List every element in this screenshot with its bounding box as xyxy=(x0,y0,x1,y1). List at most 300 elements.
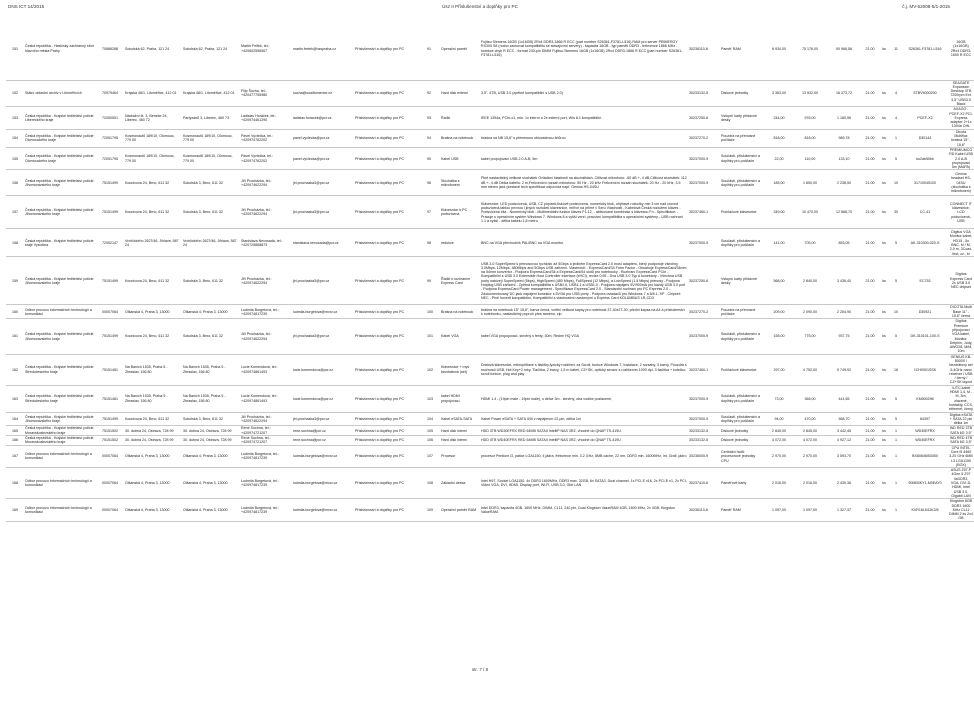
item-name: Brašna na notebook xyxy=(440,129,480,147)
table-row xyxy=(6,445,974,467)
part-number: DK-310101-100-S xyxy=(902,319,948,354)
table-row xyxy=(6,305,974,319)
vat-rate: 21.00 xyxy=(862,305,878,319)
item-name: Kabel USB xyxy=(440,147,480,169)
unit: ks xyxy=(878,412,890,426)
delivery-address: Kosmonautů 189/10, Olomouc, 779 00 xyxy=(182,147,240,169)
part-number: WD30EFRX xyxy=(902,426,948,436)
product-group: Paměť RAM xyxy=(720,499,764,521)
total-price: 818,00 xyxy=(794,129,826,147)
email: pavel.vyvlecka@pcr.cz xyxy=(292,129,354,147)
table-row xyxy=(6,354,974,385)
position-number: 94 xyxy=(426,129,440,147)
total-price: 2 090,00 xyxy=(794,305,826,319)
unit: ks xyxy=(878,499,890,521)
specification: Drátová klávesnice, mikropřítlavé s tlačítky,fyzický rozšíření za Scroll, funkce Windows 7, Instalace, 2 rozsahy, 3 barvy, Pouzdra s možností USB, Hot Key+2 roky. Tlačítka, 2 barvy, 1,5 m kabel, CZ+SK, optický senzor s rozlišením 1000 dpi, 3 tlačítka + kolečko, scroll funkce, plug and play xyxy=(480,354,688,385)
cpv-code: 30237270-2 xyxy=(688,129,720,147)
offered-product: 16GB (1x16GB) 2Rx4 DDR3-1600 R ECC xyxy=(948,18,974,80)
item-name: Řadič s rozhraním Express Card xyxy=(440,257,480,305)
ico-number: 75151481 xyxy=(96,354,124,385)
offered-product: GENIUS KB-8000X / bezdrátový set 5.4GHz nano receiver / USB / černý / CZ+SK layout xyxy=(949,354,973,385)
organization: Česká republika - Krajské ředitelství policie Jihomoravského kraje xyxy=(24,196,96,229)
organization: Česká republika - Krajské ředitelství policie Libereckého kraje xyxy=(24,107,96,129)
unit: ks xyxy=(878,257,890,305)
contact-person: Jiří Procházka, tel.: +420974622294 xyxy=(240,319,292,354)
product-group: Součásti, příslušenství a doplňky pro počítače xyxy=(720,170,764,196)
part-number: S26361-F3781-L516 xyxy=(902,18,948,80)
position-number: 96 xyxy=(426,170,440,196)
product-group: Diskové jednotky xyxy=(720,426,764,436)
offered-product: AXAGO - PCEF-X2 PCI-Express adapter 2+1x 1394a OHL xyxy=(949,107,973,129)
unit-price: 6 934,00 xyxy=(764,18,794,80)
ico-number: 70886288 xyxy=(96,18,124,80)
offered-product: PREMIUMCORD Kabel USB 2.0 A-B propojovací 5m (MAPA) xyxy=(949,147,973,170)
unit: ks xyxy=(878,305,890,319)
total-price: 976,00 xyxy=(794,107,826,129)
organization: Česká republika - Hasičský záchranný sbor hlavního města Prahy xyxy=(24,18,96,80)
category: Příslušenství a doplňky pro PC xyxy=(354,468,426,499)
contact-person: Filip Šucha, tel.: +420477755980 xyxy=(240,80,292,107)
ico-number: 72050501 xyxy=(96,107,124,129)
quantity: 5 xyxy=(890,385,902,412)
item-name: Klávesnice + myš bezdrátová (set) xyxy=(440,354,480,385)
part-number: STBV4000200 xyxy=(902,80,948,107)
ico-number: 75151499 xyxy=(96,319,124,354)
item-name: Procesor xyxy=(440,445,480,467)
contact-person: Jiří Procházka, tel.: +420974622294 xyxy=(240,257,292,305)
delivery-address: Olšanská 4, Praha 3, 13000 xyxy=(182,499,240,521)
ico-number: 72051795 xyxy=(96,147,124,169)
ico-number: 72051795 xyxy=(96,129,124,147)
specification: brašna na notebook 15" 15,6", barva černá, vnitřní velikost kapsy pro notebook 37-40x27-30, přední kapsa na A4 a příslušenství k notebooku, nastavitelný popruh přes rameno, zip xyxy=(480,305,688,319)
product-group: Pouzdra na přenosné počítače xyxy=(720,129,764,147)
part-number: 84397 xyxy=(902,412,948,426)
quantity: 4 xyxy=(890,107,902,129)
unit: ks xyxy=(878,445,890,467)
item-name: Hard disk interní xyxy=(440,426,480,436)
organization: Česká republika - Krajské ředitelství policie Jihomoravského kraje xyxy=(24,412,96,426)
item-name: Základní deska xyxy=(440,468,480,499)
category: Příslušenství a doplňky pro PC xyxy=(354,319,426,354)
category: Příslušenství a doplňky pro PC xyxy=(354,107,426,129)
vat-rate: 21.00 xyxy=(862,80,878,107)
item-name: Sluchátka s mikrofonem xyxy=(440,170,480,196)
delivery-address: 30. dubna 24, Ostrava, 728 99 xyxy=(182,436,240,446)
category: Příslušenství a doplňky pro PC xyxy=(354,445,426,467)
contact-person: Ladislav Horáček, tel.: +420974461290 xyxy=(240,107,292,129)
offered-product: CPU INTEL Core i5 4460 3.20 GHz 6MB L3 LGA1150 (BOX) xyxy=(949,445,973,467)
cpv-code: 30237000-9 xyxy=(688,229,720,257)
organization: Odbor provozu informačních technologií a komunikací xyxy=(24,468,96,499)
unit: ks xyxy=(878,354,890,385)
product-group: Diskové jednotky xyxy=(720,80,764,107)
organization: Česká republika - Krajské ředitelství policie Jihomoravského kraje xyxy=(24,257,96,305)
unit-price: 568,00 xyxy=(764,257,794,305)
address: Vrchlického 2627/46, Jihlava, 587 24 xyxy=(124,229,182,257)
quantity: 5 xyxy=(890,412,902,426)
table-row xyxy=(6,129,974,147)
organization: Česká republika - Krajské ředitelství policie Středočeského kraje xyxy=(24,385,96,412)
address: Kounicova 24, Brno, 611 32 xyxy=(124,170,182,196)
quantity: 1 xyxy=(890,468,902,499)
email: ludmila.burgetova@mvcr.cz xyxy=(292,468,354,499)
row-number: 167 xyxy=(6,445,24,467)
unit: ks xyxy=(878,170,890,196)
row-number: 162 xyxy=(6,354,24,385)
category: Příslušenství a doplňky pro PC xyxy=(354,499,426,521)
part-number: D30144 xyxy=(902,129,948,147)
part-number: WD40EFRX xyxy=(902,436,948,446)
delivery-address: Olšanská 4, Praha 3, 13000 xyxy=(182,445,240,467)
total-with-vat: 1 327,37 xyxy=(826,499,862,521)
organization: Česká republika - Krajské ředitelství policie kraje Vysočina xyxy=(24,229,96,257)
total-with-vat: 937,75 xyxy=(826,319,862,354)
address: Krajská 48/1, Litoměřice, 412 01 xyxy=(124,80,182,107)
vat-rate: 21.00 xyxy=(862,319,878,354)
product-group: Pouzdra na přenosné počítače xyxy=(720,305,764,319)
contact-person: Jiří Procházka, tel.: +420974622294 xyxy=(240,170,292,196)
specification: Klávesnice, LED podsvícená, USB, CZ popisek,tiskově podsvícená, numerický blok, ohýbavé rozložky min 3 cm nad croved podsvícená,tablou pevnou i jiných rozložek klávesnice, mířívé na přímé v Seru Vlastnosti - Kabelová Česká rozložení kláves - Podsvícená čitá - Numerický blok - Multimediální funkce kláves F1-12, - aktivované kombinací s klávesou Fn - Specifikace: - Pracuje s operačním systém Windows 7, Windows 8 a vyšší verzí, pracovní kompatibilita s operačními systémy - USB rozhraní 1.1 a vyšší - délka kabelu 1,8 metru xyxy=(480,196,688,229)
specification: HDD 4TB WD40EFRX RED 64MB SATAII IntelliP NAS 3RZ, vhodné do QNAP TS-419U xyxy=(480,436,688,446)
specification: USB 3.0 SuperSpeed s přenosovou rychlostí až 5Gbps a jediném ExpressCard 2.0 musí adaptéru, který podporuje všechny 3.0Mbps, 12Mbps, 480Mbps and 5Gbps USB zařízení. Vlastnosti: - ExpressCard/34 Form Factor - Obsahuje ExpressCard/34mm na 54mm konvertor - Podpora ExpressCard/34 a ExpressCard/54 slotů pro notebooky - Rozhraní ExpressCard PCIe - Kompatibilní s USB 3.0 Extensible Host Controller Interface (xHCI), revize 0.95 - Dva USB 3.0 Typ A konektory - Všechna USB porty nabízejí SuperSpeed (5bps), HighSpeed (480 Mbps), FullSpeed (12 Mbps), a LowSpeed (1.5 Mbps) přenosy - Podpora Hotplug USB zařízení - Zpětná kompatibilita s USB2.0, USB1.1 a USB1.0 - Podpora napájení 5V/900mA pro každý USB 3.0 port - Podpora ExpressCard Power management - Specifikace ExpressCard 2.0 - Standardní rozhraní pro PC Express 2.0 - Zdokumentovaný DC jack napájení konektor s 5V/3A pro USB porty - Podpora ovladačů pro Windows 7 a 8/8.1, XP - Chipset: NEC - Plně hoverit kompatibilní, Kompatibilní s vlastnostmi uvedenými u Express Card KOLUMBUS LR-CD3 xyxy=(480,257,688,305)
product-group: Součásti, příslušenství a doplňky pro počítače xyxy=(720,385,764,412)
category: Příslušenství a doplňky pro PC xyxy=(354,80,426,107)
item-name: Operační paměť xyxy=(440,18,480,80)
total-price: 75 176,00 xyxy=(794,18,826,80)
organization: Státní oblastní archiv v Litoměřicích xyxy=(24,80,96,107)
total-with-vat: 4 927,12 xyxy=(826,436,862,446)
delivery-address: Na Baních 1535, Praha 5 - Zbraslav, 156 80 xyxy=(182,385,240,412)
quantity: 1 xyxy=(890,499,902,521)
unit-price: 185,00 xyxy=(764,170,794,196)
row-number: 154 xyxy=(6,129,24,147)
vat-rate: 21.00 xyxy=(862,257,878,305)
email: stanislava.nevosada@pcr.cz xyxy=(292,229,354,257)
table-row xyxy=(6,385,974,412)
unit-price: 22,00 xyxy=(764,147,794,169)
position-number: 93 xyxy=(426,107,440,129)
address: Sokolská 62, Praha, 121 24 xyxy=(124,18,182,80)
total-with-vat: 3 442,45 xyxy=(826,426,862,436)
unit: ks xyxy=(878,426,890,436)
product-group: Diskové jednotky xyxy=(720,436,764,446)
address: 30. dubna 24, Ostrava, 728 99 xyxy=(124,426,182,436)
vat-rate: 21.00 xyxy=(862,436,878,446)
unit-price: 3 363,00 xyxy=(764,80,794,107)
email: rene.sochna@pcr.cz xyxy=(292,426,354,436)
offered-product: WD RED 3TB SATA 6G 3,5" xyxy=(949,426,973,435)
unit-price: 297,00 xyxy=(764,354,794,385)
contact-person: Ludmila Burgetová, tel.: +420974817239 xyxy=(240,445,292,467)
vat-rate: 21.00 xyxy=(862,18,878,80)
unit: ks xyxy=(878,147,890,169)
cpv-code: 30237000-9 xyxy=(688,412,720,426)
part-number: 31710045100 xyxy=(902,170,948,196)
item-name: Hard disk externí xyxy=(440,80,480,107)
item-name: Klávesnice k PC podsvícená xyxy=(440,196,480,229)
organization: Česká republika - Krajské ředitelství policie Olomouckého kraje xyxy=(24,147,96,169)
email: ladislav.horacek@pcr.cz xyxy=(292,107,354,129)
address: Olšanská 4, Praha 3, 13000 xyxy=(124,499,182,521)
position-number: 95 xyxy=(426,147,440,169)
organization: Česká republika - Krajské ředitelství policie Moravskoslezského kraje xyxy=(24,436,96,446)
vat-rate: 21.00 xyxy=(862,445,878,467)
position-number: 105 xyxy=(426,426,440,436)
category: Příslušenství a doplňky pro PC xyxy=(354,412,426,426)
total-price: 4 072,00 xyxy=(794,436,826,446)
position-number: 92 xyxy=(426,80,440,107)
quantity: 30 xyxy=(890,196,902,229)
unit-price: 155,00 xyxy=(764,319,794,354)
item-name: redukce xyxy=(440,229,480,257)
product-group: Součásti, příslušenství a doplňky pro počítače xyxy=(720,229,764,257)
cpv-code: 30237410-6 xyxy=(688,468,720,499)
contact-person: Lucie Komendová, tel.: +420974861493 xyxy=(240,354,292,385)
contact-person: Pavel Vyvlečka, tel.: +420974762202 xyxy=(240,147,292,169)
delivery-address: Partyzánů 3, Liberec, 460 73 xyxy=(182,107,240,129)
category: Příslušenství a doplňky pro PC xyxy=(354,385,426,412)
total-price: 13 532,00 xyxy=(794,80,826,107)
address: Olšanská 4, Praha 3, 13000 xyxy=(124,305,182,319)
email: pavel.vyvlecka@pcr.cz xyxy=(292,147,354,169)
address: Kounicova 24, Brno, 611 32 xyxy=(124,319,182,354)
specification: Plně nastavitelný velikost sluchátek Ovládání hlasitosti na sluchátkách. Citlivost mikrofonu: -60 dB +- 4 dB,Citlivost sluchátek: 112 dB +- 4 dB Délka kabelu: 2 m,Frekvenční rozsah mikrofonu: 50 Hz - 20 kHz Frekvenční rozsah sluchátek: 20 Hz - 20 kHz, 3.5 mm stereo jack (sestavě tech specifikaci odpovídá např. Genius HS-04SU xyxy=(480,170,688,196)
item-name: Hard disk interní xyxy=(440,436,480,446)
header-left: DNS ICT 14/2015 xyxy=(8,4,45,9)
total-price: 4 752,00 xyxy=(794,354,826,385)
contact-person: Ludmila Burgetová, tel.: +420974817239 xyxy=(240,305,292,319)
position-number: 106 xyxy=(426,436,440,446)
contact-person: René Sochna, tel.: +420974721207 xyxy=(240,436,292,446)
position-number: 108 xyxy=(426,468,440,499)
total-price: 10 470,00 xyxy=(794,196,826,229)
position-number: 91 xyxy=(426,18,440,80)
organization: Česká republika - Krajské ředitelství policie Moravskoslezského kraje xyxy=(24,426,96,436)
table-row xyxy=(6,257,974,305)
unit: ks xyxy=(878,436,890,446)
category: Příslušenství a doplňky pro PC xyxy=(354,196,426,229)
total-price: 110,00 xyxy=(794,147,826,169)
unit-price: 94,00 xyxy=(764,412,794,426)
specification: kabel VGA propojovací, stíněný s ferity, 30m, Redne HQ VGA xyxy=(480,319,688,354)
address: Olšanská 4, Praha 3, 13000 xyxy=(124,468,182,499)
ico-number: 00007064 xyxy=(96,445,124,467)
cpv-code: 30237000-9 xyxy=(688,319,720,354)
total-with-vat: 133,10 xyxy=(826,147,862,169)
contact-person: Jiří Procházka, tel.: +420974622294 xyxy=(240,196,292,229)
unit-price: 1 097,00 xyxy=(764,499,794,521)
category: Příslušenství a doplňky pro PC xyxy=(354,257,426,305)
total-with-vat: 3 436,40 xyxy=(826,257,862,305)
product-group: Součásti, příslušenství a doplňky pro počítače xyxy=(720,319,764,354)
offered-product: Digitus VGA Monitor kabel, HD15 - 5x BNC, M / M, 2,0 m, 3Coax, fest, cz., bl xyxy=(949,230,973,256)
email: jiri.prochazka3@pcr.cz xyxy=(292,257,354,305)
row-number: 155 xyxy=(6,147,24,169)
table-row xyxy=(6,468,974,499)
quantity: 1 xyxy=(890,129,902,147)
offered-product: SEAGATE Expansion Desktop 4TB 7200rpm Ext. 3,5" USB3.0 Black xyxy=(948,80,974,107)
quantity: 1 xyxy=(890,426,902,436)
address: 30. dubna 24, Ostrava, 728 99 xyxy=(124,436,182,446)
ico-number: 72052147 xyxy=(96,229,124,257)
address: Na Baních 1535, Praha 5 - Zbraslav, 156 80 xyxy=(124,385,182,412)
email: martin.fertek@hzspraha.cz xyxy=(292,18,354,80)
category: Příslušenství a doplňky pro PC xyxy=(354,229,426,257)
position-number: 103 xyxy=(426,385,440,412)
cpv-code: 30233132-5 xyxy=(688,436,720,446)
email: jiri.prochazka3@pcr.cz xyxy=(292,412,354,426)
product-group: Součásti, příslušenství a doplňky pro počítače xyxy=(720,412,764,426)
position-number: 102 xyxy=(426,354,440,385)
organization: Česká republika - Krajské ředitelství policie Jihomoravského kraje xyxy=(24,170,96,196)
category: Příslušenství a doplňky pro PC xyxy=(354,354,426,385)
total-price: 2 970,00 xyxy=(794,445,826,467)
product-group: Vstupní karty přídavné desky xyxy=(720,257,764,305)
quantity: 16 xyxy=(890,354,902,385)
product-group: Paměť RAM xyxy=(720,18,764,80)
item-name: Operační paměť RAM xyxy=(440,499,480,521)
row-number: 152 xyxy=(6,80,24,107)
vat-rate: 21.00 xyxy=(862,354,878,385)
item-name: Brašna na notebook xyxy=(440,305,480,319)
cpv-code: 30236000-9 xyxy=(688,445,720,467)
unit: ks xyxy=(878,107,890,129)
cpv-code: 30237000-9 xyxy=(688,385,720,412)
unit: ks xyxy=(878,319,890,354)
total-with-vat: 568,70 xyxy=(826,412,862,426)
table-row xyxy=(6,229,974,257)
unit-price: 818,00 xyxy=(764,129,794,147)
unit: ks xyxy=(878,196,890,229)
contact-person: Martin Felfek, tel.: +420602596567 xyxy=(240,18,292,80)
offered-product: ASUS Z97-P 4Gen 5 Z97 4xDDR3, VGA, DVI-D, HDMI, Intel USB 3.0, Gigabit LAN xyxy=(948,468,974,499)
vat-rate: 21.00 xyxy=(862,107,878,129)
table-row xyxy=(6,499,974,521)
ico-number: 75151499 xyxy=(96,170,124,196)
offered-product: DICOTA Multi Base 11" - 15,6" černá xyxy=(948,305,974,319)
offered-product: WD RED 4TB SATA 6G 3,5" xyxy=(949,436,973,445)
unit: ks xyxy=(878,468,890,499)
item-name: Kabel VGA xyxy=(440,319,480,354)
vat-rate: 21.00 xyxy=(862,385,878,412)
total-price: 1 097,00 xyxy=(794,499,826,521)
product-group: Vstupní karty přídavné desky xyxy=(720,107,764,129)
organization: Česká republika - Krajské ředitelství policie Olomouckého kraje xyxy=(24,129,96,147)
procurement-table xyxy=(6,18,974,522)
position-number: 97 xyxy=(426,196,440,229)
table-row xyxy=(6,436,974,446)
table-row xyxy=(6,18,974,80)
specification: Intel H97, Socket LGA1150, 4x DDR3 1600MHz, DDR3 max. 32GB, 6x SATA3, Dual channel, 1x PCI-E x16, 2x PCI-E x1, 2x PCI, Video VGA, DVI, HDMI, Display port, Wi-Fi, USB 3.0, Gbit LAN xyxy=(480,468,688,499)
table-row xyxy=(6,147,974,169)
address: Na Baních 1535, Praha 5 - Zbraslav, 156 80 xyxy=(124,354,182,385)
ico-number: 70979464 xyxy=(96,80,124,107)
quantity: 11 xyxy=(890,18,902,80)
offered-product: CONNECT IT klávesnice, LCD podsvícená, USB xyxy=(948,196,974,229)
specification: brašna na NB 15,6" s přenesnou obloustenou šňůrou xyxy=(480,129,688,147)
position-number: 101 xyxy=(426,319,440,354)
row-number: 159 xyxy=(6,257,24,305)
delivery-address: Sokolská 3, Brno, 611 32 xyxy=(182,170,240,196)
position-number: 99 xyxy=(426,257,440,305)
total-price: 470,00 xyxy=(794,412,826,426)
unit-price: 4 072,00 xyxy=(764,436,794,446)
specification: Intel DDR3, kapacita 4GB, 1600 MHz, DIMM, CL11, 240 pin, Dual Kingston ValueRAM 4GB, 1600 MHz, 2x 4GB, Kingston ValueRAM. xyxy=(480,499,688,521)
address: Olšanská 4, Praha 3, 13000 xyxy=(124,445,182,467)
cpv-code: 30237250-6 xyxy=(688,107,720,129)
total-with-vat: 12 668,70 xyxy=(826,196,862,229)
total-with-vat: 853,05 xyxy=(826,229,862,257)
organization: Odbor provozu informačních technologií a komunikací xyxy=(24,499,96,521)
delivery-address: Sokolská 3, Brno, 611 32 xyxy=(182,196,240,229)
delivery-address: Sokolská 3, Brno, 611 32 xyxy=(182,257,240,305)
table-row xyxy=(6,80,974,107)
specification: kabel propojovací USB 2.0 A-B, 5m xyxy=(480,147,688,169)
address: Kounicova 24, Brno, 611 32 xyxy=(124,412,182,426)
category: Příslušenství a doplňky pro PC xyxy=(354,129,426,147)
vat-rate: 21.00 xyxy=(862,468,878,499)
vat-rate: 21.00 xyxy=(862,129,878,147)
total-price: 2 840,00 xyxy=(794,257,826,305)
ico-number: 00007064 xyxy=(96,468,124,499)
quantity: 10 xyxy=(890,170,902,196)
specification: Fujitsu Siemens 16GB (1x16GB) 2Rx4 DDR3-1866 R ECC (part number S26361-F3781-L516) RAM pro server PRIMERGY RX300 S8 (nutno zachovat kompatibilitu se stávajícími servery) - kapacita 16GB - typ paměti DDR3 - frekvence 1866 MHz - korekce chyb R ECC - formát 240-pin DIMM Fujitsu-Siemens 16GB (1x16GB) 2Rx4 DDR3-1866 R ECC (part number S26361-F3781-L516) xyxy=(480,18,688,80)
table-row xyxy=(6,426,974,436)
offered-product: Genius headset HS-04SU (sluchátka s mikrofonem) xyxy=(948,170,974,196)
total-with-vat: 2 254,90 xyxy=(826,305,862,319)
part-number: 1CH0001SSK xyxy=(902,354,948,385)
offered-product: 4-ITC kabel HDMI 1,4, M - M, 3m, zlacené, kontakty, CCS, ethernet, černý xyxy=(949,385,973,412)
row-number: 163 xyxy=(6,385,24,412)
organization: Odbor provozu informačních technologií a komunikací xyxy=(24,305,96,319)
cpv-code: 30237250-6 xyxy=(688,257,720,305)
cpv-code: 30237460-1 xyxy=(688,196,720,229)
total-with-vat: 5 749,92 xyxy=(826,354,862,385)
total-price: 365,00 xyxy=(794,385,826,412)
category: Příslušenství a doplňky pro PC xyxy=(354,18,426,80)
ico-number: 75151502 xyxy=(96,436,124,446)
delivery-address: Olšanská 4, Praha 3, 13000 xyxy=(182,468,240,499)
row-number: 156 xyxy=(6,170,24,196)
table-row xyxy=(6,196,974,229)
unit: ks xyxy=(878,385,890,412)
total-with-vat: 2 238,50 xyxy=(826,170,862,196)
unit: ks xyxy=(878,129,890,147)
specification: BNC na VGA přechodník PAL/BNC na VGA monitor xyxy=(480,229,688,257)
organization: Česká republika - Krajské ředitelství policie Středočeského kraje xyxy=(24,354,96,385)
part-number: 90MB0KY1-M0EAY0 xyxy=(902,468,948,499)
row-number: 166 xyxy=(6,436,24,446)
cpv-code: 30237000-9 xyxy=(688,147,720,169)
contact-person: Ludmila Burgetová, tel.: +420974817239 xyxy=(240,499,292,521)
quantity: 5 xyxy=(890,147,902,169)
total-with-vat: 90 966,56 xyxy=(826,18,862,80)
offered-product: Kingston 8GB DDR3 1600 MHz CL11 DIMM 2 ks 2x4 GB xyxy=(949,499,973,521)
part-number: ku2ab50bk xyxy=(902,147,948,169)
unit-price: 209,00 xyxy=(764,305,794,319)
unit-price: 244,00 xyxy=(764,107,794,129)
cpv-code: 30236110-6 xyxy=(688,499,720,521)
position-number: 107 xyxy=(426,445,440,467)
ico-number: 00007064 xyxy=(96,499,124,521)
email: jiri.prochazka3@pcr.cz xyxy=(292,170,354,196)
row-number: 161 xyxy=(6,319,24,354)
category: Příslušenství a doplňky pro PC xyxy=(354,305,426,319)
item-name: Řadič xyxy=(440,107,480,129)
cpv-code: 30237270-2 xyxy=(688,305,720,319)
table-row xyxy=(6,170,974,196)
total-price: 1 850,00 xyxy=(794,170,826,196)
